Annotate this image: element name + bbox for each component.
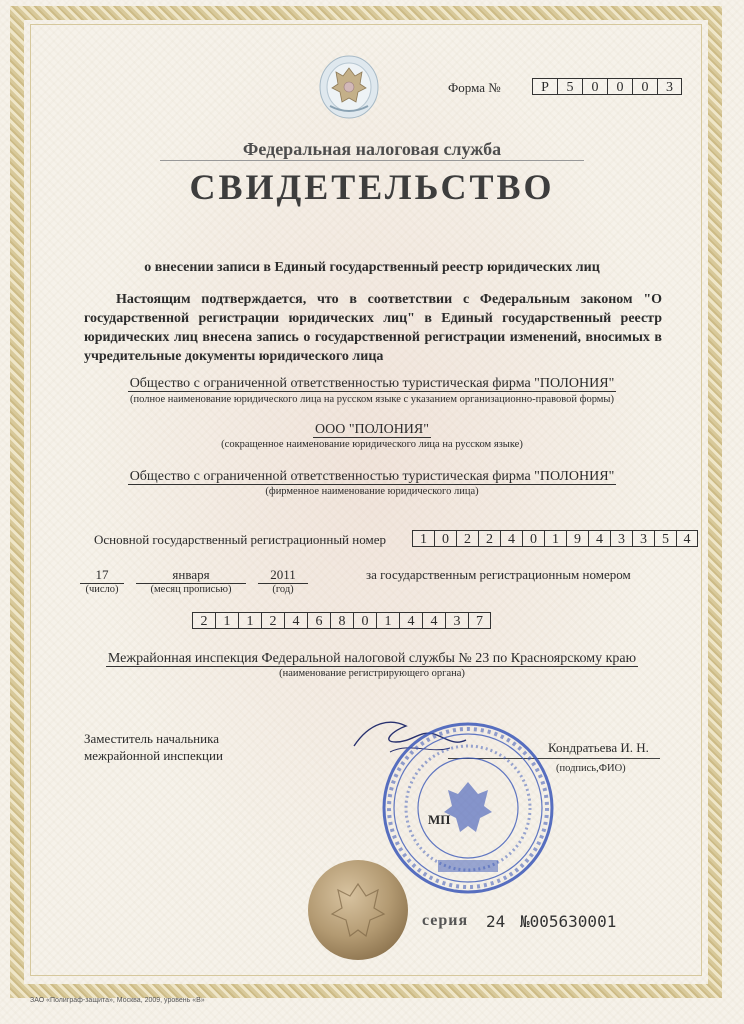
ogrn-digit: 5 [654, 530, 676, 547]
ogrn-digit: 9 [566, 530, 588, 547]
signatory-position-line1: Заместитель начальника [84, 731, 219, 746]
firm-name-field [0, 469, 744, 485]
ogrn-digit: 2 [456, 530, 478, 547]
short-name-value: ООО "ПОЛОНИЯ" [315, 422, 429, 437]
signatory-name: Кондратьева И. Н. [548, 740, 649, 755]
stamp-place-label: МП [428, 812, 451, 827]
full-name-value: Общество с ограниченной ответственностью туристическая фирма "ПОЛОНИЯ" [129, 376, 615, 391]
grn-digit: 3 [445, 612, 468, 629]
grn-number [192, 612, 491, 629]
grn-digit: 7 [468, 612, 491, 629]
grn-digit: 4 [284, 612, 307, 629]
form-code-cell: 0 [632, 78, 657, 95]
grn-digit: 4 [399, 612, 422, 629]
ogrn-digit: 3 [610, 530, 632, 547]
firm-name-note: (фирменное наименование юридического лица) [265, 486, 479, 497]
agency-divider [160, 160, 584, 161]
date-year-note: (год) [272, 584, 294, 595]
grn-digit: 1 [238, 612, 261, 629]
full-name-note: (полное наименование юридического лица на русском языке с указанием организационно-правовой формы) [130, 394, 614, 405]
ogrn-digit: 4 [588, 530, 610, 547]
date-month: января [136, 567, 246, 584]
ogrn-label: Основной государственный регистрационный номер [94, 532, 386, 547]
grn-digit: 4 [422, 612, 445, 629]
document-subtitle: о внесении записи в Единый государственный реестр юридических лиц [144, 260, 600, 275]
document-title: СВИДЕТЕЛЬСТВО [189, 167, 555, 207]
date-year: 2011 [258, 567, 308, 584]
ogrn-digit: 3 [632, 530, 654, 547]
grn-digit: 6 [307, 612, 330, 629]
ogrn-digit: 4 [500, 530, 522, 547]
date-day: 17 [80, 567, 124, 584]
series-label: серия [422, 912, 469, 929]
form-code [532, 78, 682, 95]
signatory-position [84, 730, 223, 764]
short-name-field [0, 422, 744, 438]
authority-field [0, 651, 744, 667]
gold-seal-icon [306, 858, 410, 962]
full-name-field [0, 376, 744, 392]
short-name-note: (сокращенное наименование юридического лица на русском языке) [221, 439, 523, 450]
firm-name-value: Общество с ограниченной ответственностью туристическая фирма "ПОЛОНИЯ" [129, 469, 615, 484]
grn-digit: 8 [330, 612, 353, 629]
ogrn-digit: 2 [478, 530, 500, 547]
certificate-number: №005630001 [520, 912, 617, 931]
form-code-cell: 5 [557, 78, 582, 95]
fns-emblem-icon [318, 54, 380, 120]
authority-note: (наименование регистрирующего органа) [279, 668, 465, 679]
printer-imprint: ЗАО «Полиграф-защита», Москва, 2009, уровень «В» [30, 997, 205, 1004]
agency-name: Федеральная налоговая служба [242, 139, 502, 159]
form-label: Форма № [448, 80, 501, 95]
ogrn-digit: 0 [434, 530, 456, 547]
signature-note: (подпись,ФИО) [556, 763, 626, 774]
date-day-note: (число) [85, 584, 119, 595]
ogrn-number [412, 530, 698, 547]
form-code-cell: 0 [582, 78, 607, 95]
form-code-cell: 0 [607, 78, 632, 95]
form-code-cell: Р [532, 78, 557, 95]
grn-label: за государственным регистрационным номером [366, 567, 631, 582]
ogrn-digit: 1 [412, 530, 434, 547]
series-number: 24 [486, 912, 506, 931]
ogrn-digit: 0 [522, 530, 544, 547]
ogrn-digit: 4 [676, 530, 698, 547]
grn-digit: 1 [215, 612, 238, 629]
date-month-note: (месяц прописью) [150, 584, 232, 595]
grn-digit: 2 [261, 612, 284, 629]
grn-digit: 1 [376, 612, 399, 629]
signatory-position-line2: межрайонной инспекции [84, 748, 223, 763]
ogrn-digit: 1 [544, 530, 566, 547]
authority-value: Межрайонная инспекция Федеральной налоговой службы № 23 по Красноярскому краю [107, 651, 637, 666]
grn-digit: 0 [353, 612, 376, 629]
body-paragraph: Настоящим подтверждается, что в соответствии с Федеральным законом "О государственной регистрации юридических лиц" в Единый государственный реестр юридических лиц внесена запись о государственной регистрации изменений, вносимых в учредительные документы юридического лица [84, 292, 662, 364]
form-code-cell: 3 [657, 78, 682, 95]
grn-digit: 2 [192, 612, 215, 629]
